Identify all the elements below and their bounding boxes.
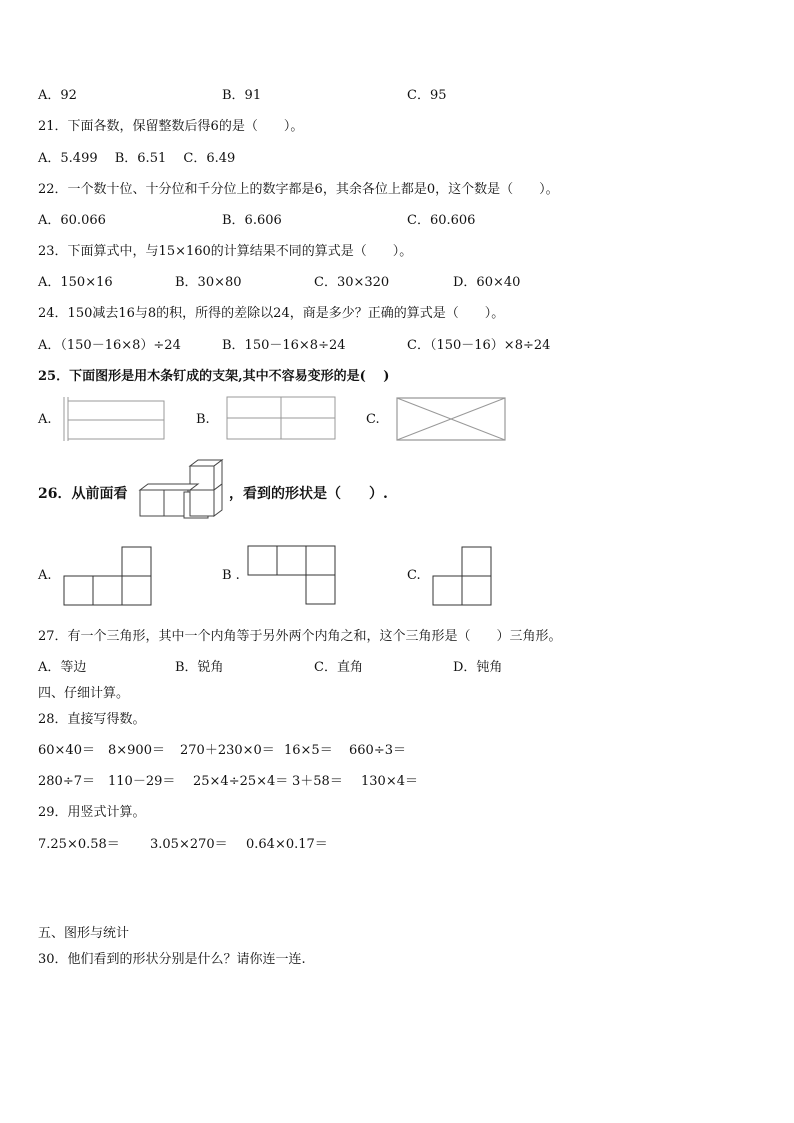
q25-option-c-label: C. [366,412,380,427]
q25-option-b-label: B. [196,412,210,427]
q26-figure-b [247,545,338,607]
q21-text: 21．下面各数，保留整数后得6的是（ ）。 [38,119,304,134]
q28-text: 28．直接写得数。 [38,712,146,727]
q23-text: 23．下面算式中，与15×160的计算结果不同的算式是（ ）。 [38,244,413,259]
q28-problem: 270＋230×0＝ [180,743,275,758]
q24-option-a: A．（150－16×8）÷24 [38,338,181,353]
q22-option-c: C．60.606 [407,213,476,228]
q29-problem: 3.05×270＝ [150,837,228,852]
q22-option-b: B．6.606 [222,213,282,228]
q25-option-a-label: A. [38,412,52,427]
q25-figure-a [62,395,166,443]
q22-text: 22．一个数十位、十分位和千分位上的数字都是6，其余各位上都是0，这个数是（ ）。 [38,182,559,197]
q20-option-c: C．95 [407,88,447,103]
q27-option-d: D．钝角 [453,660,503,675]
q25-text: 25．下面图形是用木条钉成的支架,其中不容易变形的是( ) [38,369,390,384]
q26-prefix: 26．从前面看 [38,486,128,502]
q29-problem: 0.64×0.17＝ [246,837,328,852]
q23-option-d: D．60×40 [453,275,521,290]
q28-problem: 660÷3＝ [349,743,406,758]
q28-problem: 60×40＝ [38,743,95,758]
q24-option-b: B．150－16×8÷24 [222,338,346,353]
q22-option-a: A．60.066 [38,213,106,228]
q23-option-b: B．30×80 [175,275,242,290]
q28-problem: 280÷7＝ [38,774,95,789]
q28-problem: 3＋58＝ [292,774,343,789]
q28-problem: 16×5＝ [284,743,333,758]
section-5-heading: 五、图形与统计 [38,926,130,941]
q27-option-c: C．直角 [314,660,363,675]
q27-option-a: A．等边 [38,660,87,675]
q28-problem: 25×4÷25×4＝ [193,774,289,789]
q28-problem: 130×4＝ [361,774,418,789]
q24-text: 24．150减去16与8的积，所得的差除以24，商是多少？正确的算式是（ ）。 [38,306,505,321]
q27-text: 27．有一个三角形，其中一个内角等于另外两个内角之和，这个三角形是（ ）三角形。 [38,629,562,644]
q26-option-a-label: A. [38,568,52,583]
q24-option-c: C．（150－16）×8÷24 [407,338,551,353]
section-4-heading: 四、仔细计算。 [38,686,130,701]
q26-option-c-label: C. [407,568,421,583]
q20-option-a: A．92 [38,88,77,103]
q29-text: 29．用竖式计算。 [38,805,146,820]
q25-figure-c [395,396,507,442]
q27-option-b: B．锐角 [175,660,224,675]
q23-option-a: A．150×16 [38,275,113,290]
q26-cube-stack-figure [138,458,230,522]
q25-figure-b [225,395,337,441]
q23-option-c: C．30×320 [314,275,390,290]
q20-option-b: B．91 [222,88,262,103]
q26-suffix: ，看到的形状是（ ）. [229,486,388,502]
q28-problem: 110－29＝ [108,774,176,789]
q26-figure-c [432,545,494,607]
q26-option-b-label: B . [222,568,240,583]
q29-problem: 7.25×0.58＝ [38,837,120,852]
q26-figure-a [63,545,153,607]
q21-options: A．5.499 B．6.51 C．6.49 [38,151,236,166]
q28-problem: 8×900＝ [108,743,165,758]
q30-text: 30．他们看到的形状分别是什么？请你连一连. [38,952,306,967]
